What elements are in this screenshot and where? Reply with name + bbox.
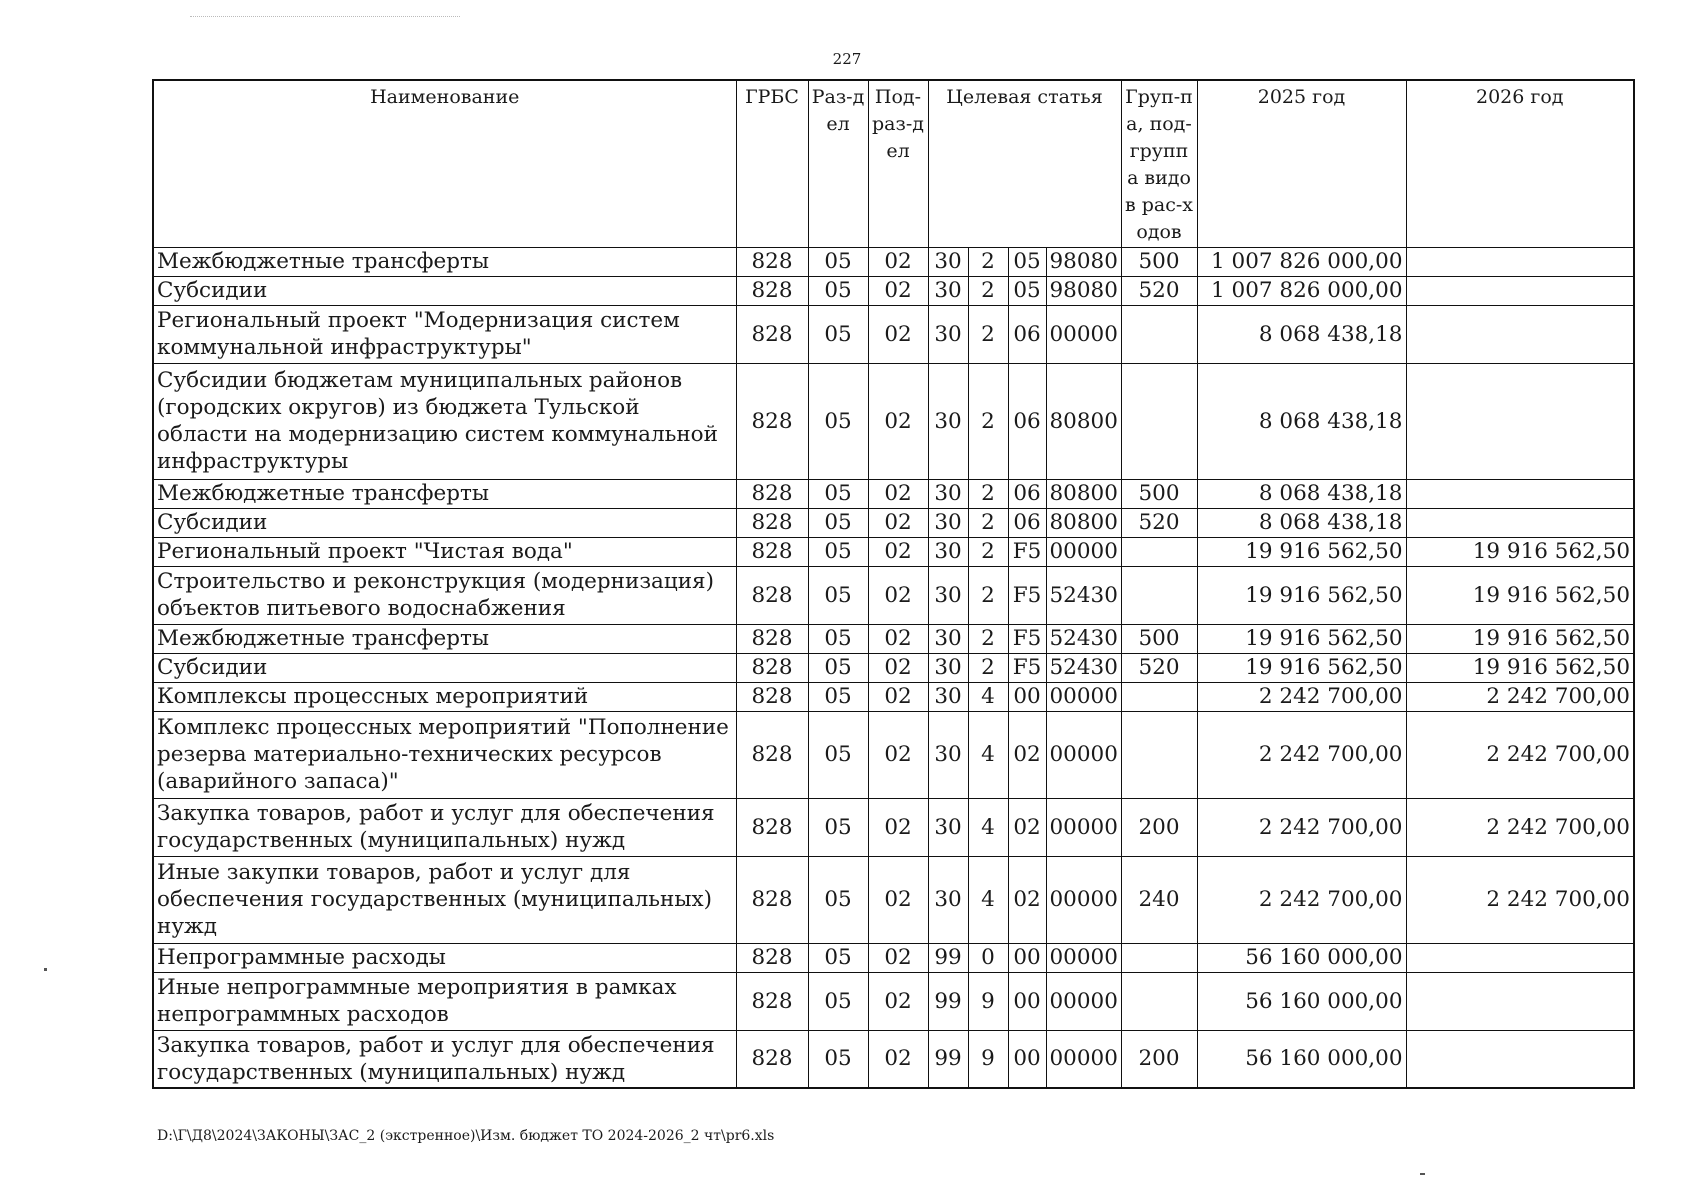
- cell-podrazdel: 02: [868, 682, 928, 711]
- cell-grbs: 828: [736, 1030, 808, 1088]
- header-2025: 2025 год: [1197, 80, 1406, 247]
- cell-name: Закупка товаров, работ и услуг для обеспечения государственных (муниципальных) нужд: [153, 798, 736, 856]
- cell-target-program: 99: [928, 943, 968, 972]
- cell-amount-2026: 19 916 562,50: [1406, 653, 1634, 682]
- cell-amount-2025: 8 068 438,18: [1197, 305, 1406, 363]
- header-razdel: Раз-дел: [808, 80, 868, 247]
- table-row: [153, 682, 1634, 711]
- cell-target-element: 05: [1008, 247, 1046, 276]
- cell-amount-2025: 1 007 826 000,00: [1197, 276, 1406, 305]
- cell-amount-2026: [1406, 508, 1634, 537]
- cell-target-element: F5: [1008, 653, 1046, 682]
- cell-grbs: 828: [736, 972, 808, 1030]
- cell-target-element: 00: [1008, 682, 1046, 711]
- cell-amount-2025: 8 068 438,18: [1197, 479, 1406, 508]
- cell-grbs: 828: [736, 798, 808, 856]
- cell-grbs: 828: [736, 682, 808, 711]
- cell-target-type: 0: [968, 943, 1008, 972]
- cell-target-direction: 00000: [1046, 537, 1121, 566]
- cell-target-program: 30: [928, 363, 968, 479]
- cell-target-direction: 00000: [1046, 856, 1121, 943]
- cell-target-direction: 52430: [1046, 566, 1121, 624]
- header-name: Наименование: [153, 80, 736, 247]
- cell-podrazdel: 02: [868, 305, 928, 363]
- cell-razdel: 05: [808, 711, 868, 798]
- cell-amount-2026: 2 242 700,00: [1406, 798, 1634, 856]
- cell-grbs: 828: [736, 247, 808, 276]
- cell-podrazdel: 02: [868, 276, 928, 305]
- header-expense-group: Груп-па, под-группа видов рас-ходов: [1121, 80, 1197, 247]
- cell-grbs: 828: [736, 624, 808, 653]
- scan-dot: [1420, 1173, 1425, 1175]
- cell-podrazdel: 02: [868, 508, 928, 537]
- cell-amount-2026: [1406, 972, 1634, 1030]
- cell-target-type: 2: [968, 305, 1008, 363]
- cell-amount-2026: 19 916 562,50: [1406, 624, 1634, 653]
- cell-amount-2025: 19 916 562,50: [1197, 653, 1406, 682]
- cell-target-direction: 00000: [1046, 798, 1121, 856]
- table-row: [153, 624, 1634, 653]
- table-header-row: [153, 80, 1634, 247]
- cell-name: Комплекс процессных мероприятий "Пополнение резерва материально-технических ресурсов (аварийного запаса)": [153, 711, 736, 798]
- cell-target-type: 4: [968, 798, 1008, 856]
- cell-target-type: 9: [968, 972, 1008, 1030]
- cell-name: Межбюджетные трансферты: [153, 247, 736, 276]
- cell-expense-group: 520: [1121, 508, 1197, 537]
- cell-target-type: 2: [968, 537, 1008, 566]
- cell-grbs: 828: [736, 711, 808, 798]
- cell-target-program: 30: [928, 653, 968, 682]
- cell-razdel: 05: [808, 624, 868, 653]
- cell-target-element: 06: [1008, 479, 1046, 508]
- cell-grbs: 828: [736, 653, 808, 682]
- cell-target-direction: 80800: [1046, 508, 1121, 537]
- cell-expense-group: 520: [1121, 276, 1197, 305]
- table-row: [153, 856, 1634, 943]
- cell-grbs: 828: [736, 856, 808, 943]
- cell-amount-2025: 8 068 438,18: [1197, 508, 1406, 537]
- cell-target-type: 2: [968, 566, 1008, 624]
- cell-target-type: 4: [968, 856, 1008, 943]
- cell-razdel: 05: [808, 479, 868, 508]
- cell-target-element: 00: [1008, 1030, 1046, 1088]
- cell-target-element: F5: [1008, 566, 1046, 624]
- cell-amount-2025: 19 916 562,50: [1197, 566, 1406, 624]
- cell-grbs: 828: [736, 508, 808, 537]
- cell-expense-group: 500: [1121, 247, 1197, 276]
- cell-podrazdel: 02: [868, 363, 928, 479]
- cell-target-element: 02: [1008, 798, 1046, 856]
- cell-razdel: 05: [808, 247, 868, 276]
- cell-target-program: 30: [928, 276, 968, 305]
- cell-target-program: 99: [928, 1030, 968, 1088]
- cell-target-program: 30: [928, 479, 968, 508]
- cell-amount-2026: 19 916 562,50: [1406, 537, 1634, 566]
- cell-target-type: 2: [968, 653, 1008, 682]
- table-row: [153, 363, 1634, 479]
- cell-target-element: 00: [1008, 943, 1046, 972]
- cell-target-direction: 00000: [1046, 972, 1121, 1030]
- cell-podrazdel: 02: [868, 798, 928, 856]
- cell-grbs: 828: [736, 566, 808, 624]
- cell-target-type: 2: [968, 479, 1008, 508]
- cell-expense-group: [1121, 305, 1197, 363]
- budget-table: [152, 79, 1635, 1089]
- cell-amount-2026: [1406, 305, 1634, 363]
- cell-target-type: 2: [968, 247, 1008, 276]
- cell-target-program: 30: [928, 682, 968, 711]
- table-row: [153, 479, 1634, 508]
- cell-podrazdel: 02: [868, 1030, 928, 1088]
- cell-amount-2025: 19 916 562,50: [1197, 624, 1406, 653]
- cell-amount-2026: 2 242 700,00: [1406, 711, 1634, 798]
- cell-target-element: 02: [1008, 711, 1046, 798]
- cell-target-type: 2: [968, 276, 1008, 305]
- table-row: [153, 653, 1634, 682]
- cell-name: Непрограммные расходы: [153, 943, 736, 972]
- cell-razdel: 05: [808, 653, 868, 682]
- header-podrazdel: Под-раз-дел: [868, 80, 928, 247]
- cell-razdel: 05: [808, 943, 868, 972]
- cell-expense-group: [1121, 363, 1197, 479]
- cell-name: Иные закупки товаров, работ и услуг для обеспечения государственных (муниципальных) нужд: [153, 856, 736, 943]
- cell-target-type: 2: [968, 363, 1008, 479]
- cell-grbs: 828: [736, 943, 808, 972]
- cell-razdel: 05: [808, 305, 868, 363]
- cell-target-type: 2: [968, 508, 1008, 537]
- cell-name: Комплексы процессных мероприятий: [153, 682, 736, 711]
- cell-podrazdel: 02: [868, 943, 928, 972]
- cell-target-direction: 52430: [1046, 624, 1121, 653]
- cell-target-element: 06: [1008, 363, 1046, 479]
- header-grbs: ГРБС: [736, 80, 808, 247]
- cell-amount-2026: [1406, 479, 1634, 508]
- cell-expense-group: [1121, 682, 1197, 711]
- cell-target-type: 2: [968, 624, 1008, 653]
- table-body: [153, 247, 1634, 1088]
- cell-podrazdel: 02: [868, 653, 928, 682]
- cell-target-element: 06: [1008, 508, 1046, 537]
- cell-target-direction: 98080: [1046, 276, 1121, 305]
- cell-target-direction: 00000: [1046, 711, 1121, 798]
- cell-amount-2025: 56 160 000,00: [1197, 1030, 1406, 1088]
- cell-name: Субсидии: [153, 508, 736, 537]
- cell-podrazdel: 02: [868, 972, 928, 1030]
- cell-podrazdel: 02: [868, 247, 928, 276]
- cell-amount-2026: [1406, 943, 1634, 972]
- cell-target-program: 30: [928, 305, 968, 363]
- cell-target-program: 30: [928, 624, 968, 653]
- cell-target-direction: 00000: [1046, 682, 1121, 711]
- cell-expense-group: [1121, 537, 1197, 566]
- cell-target-direction: 98080: [1046, 247, 1121, 276]
- cell-target-program: 30: [928, 247, 968, 276]
- table-row: [153, 508, 1634, 537]
- cell-target-program: 30: [928, 711, 968, 798]
- header-target-article: Целевая статья: [928, 80, 1121, 247]
- cell-target-program: 30: [928, 856, 968, 943]
- cell-podrazdel: 02: [868, 537, 928, 566]
- cell-target-program: 30: [928, 798, 968, 856]
- table-row: [153, 972, 1634, 1030]
- cell-razdel: 05: [808, 537, 868, 566]
- cell-amount-2026: [1406, 276, 1634, 305]
- cell-name: Межбюджетные трансферты: [153, 479, 736, 508]
- cell-razdel: 05: [808, 508, 868, 537]
- cell-name: Региональный проект "Модернизация систем коммунальной инфраструктуры": [153, 305, 736, 363]
- cell-expense-group: [1121, 566, 1197, 624]
- cell-grbs: 828: [736, 363, 808, 479]
- cell-name: Строительство и реконструкция (модернизация) объектов питьевого водоснабжения: [153, 566, 736, 624]
- cell-podrazdel: 02: [868, 624, 928, 653]
- cell-amount-2026: [1406, 363, 1634, 479]
- cell-target-direction: 00000: [1046, 943, 1121, 972]
- cell-amount-2026: [1406, 1030, 1634, 1088]
- cell-amount-2025: 56 160 000,00: [1197, 943, 1406, 972]
- table-row: [153, 798, 1634, 856]
- cell-amount-2025: 8 068 438,18: [1197, 363, 1406, 479]
- cell-razdel: 05: [808, 972, 868, 1030]
- cell-amount-2026: 2 242 700,00: [1406, 682, 1634, 711]
- cell-target-type: 9: [968, 1030, 1008, 1088]
- cell-grbs: 828: [736, 276, 808, 305]
- table-row: [153, 566, 1634, 624]
- cell-razdel: 05: [808, 682, 868, 711]
- cell-target-program: 99: [928, 972, 968, 1030]
- cell-target-element: 06: [1008, 305, 1046, 363]
- table-row: [153, 276, 1634, 305]
- cell-expense-group: 520: [1121, 653, 1197, 682]
- cell-amount-2025: 2 242 700,00: [1197, 798, 1406, 856]
- cell-name: Субсидии: [153, 653, 736, 682]
- cell-name: Субсидии: [153, 276, 736, 305]
- cell-name: Субсидии бюджетам муниципальных районов (городских округов) из бюджета Тульской области на модернизацию систем коммунальной инфраструктуры: [153, 363, 736, 479]
- footer-file-path: D:\Г\Д8\2024\ЗАКОНЫ\ЗАС_2 (экстренное)\Изм. бюджет ТО 2024-2026_2 чт\pr6.xls: [157, 1128, 775, 1144]
- cell-name: Межбюджетные трансферты: [153, 624, 736, 653]
- cell-expense-group: 200: [1121, 1030, 1197, 1088]
- cell-expense-group: 200: [1121, 798, 1197, 856]
- cell-amount-2025: 2 242 700,00: [1197, 682, 1406, 711]
- cell-amount-2025: 2 242 700,00: [1197, 711, 1406, 798]
- cell-razdel: 05: [808, 566, 868, 624]
- cell-target-type: 4: [968, 711, 1008, 798]
- cell-amount-2026: 2 242 700,00: [1406, 856, 1634, 943]
- cell-target-program: 30: [928, 537, 968, 566]
- cell-target-direction: 00000: [1046, 305, 1121, 363]
- cell-target-element: 00: [1008, 972, 1046, 1030]
- cell-expense-group: 500: [1121, 624, 1197, 653]
- cell-podrazdel: 02: [868, 711, 928, 798]
- cell-target-type: 4: [968, 682, 1008, 711]
- cell-grbs: 828: [736, 305, 808, 363]
- table-row: [153, 943, 1634, 972]
- cell-amount-2025: 19 916 562,50: [1197, 537, 1406, 566]
- cell-expense-group: 500: [1121, 479, 1197, 508]
- cell-razdel: 05: [808, 798, 868, 856]
- table-row: [153, 537, 1634, 566]
- cell-amount-2026: [1406, 247, 1634, 276]
- scan-dot: [44, 968, 47, 971]
- cell-expense-group: 240: [1121, 856, 1197, 943]
- table-row: [153, 305, 1634, 363]
- table-row: [153, 1030, 1634, 1088]
- cell-target-program: 30: [928, 508, 968, 537]
- cell-name: Региональный проект "Чистая вода": [153, 537, 736, 566]
- cell-name: Закупка товаров, работ и услуг для обеспечения государственных (муниципальных) нужд: [153, 1030, 736, 1088]
- cell-expense-group: [1121, 711, 1197, 798]
- cell-grbs: 828: [736, 537, 808, 566]
- cell-target-direction: 80800: [1046, 363, 1121, 479]
- cell-podrazdel: 02: [868, 566, 928, 624]
- cell-target-program: 30: [928, 566, 968, 624]
- cell-razdel: 05: [808, 363, 868, 479]
- cell-target-element: 05: [1008, 276, 1046, 305]
- cell-target-element: F5: [1008, 537, 1046, 566]
- cell-podrazdel: 02: [868, 856, 928, 943]
- cell-amount-2025: 1 007 826 000,00: [1197, 247, 1406, 276]
- cell-target-element: F5: [1008, 624, 1046, 653]
- cell-expense-group: [1121, 972, 1197, 1030]
- cell-target-direction: 00000: [1046, 1030, 1121, 1088]
- table-row: [153, 247, 1634, 276]
- scan-smudge: [190, 16, 460, 21]
- cell-razdel: 05: [808, 1030, 868, 1088]
- cell-target-element: 02: [1008, 856, 1046, 943]
- cell-expense-group: [1121, 943, 1197, 972]
- cell-amount-2025: 2 242 700,00: [1197, 856, 1406, 943]
- page-number: 227: [832, 50, 862, 68]
- cell-razdel: 05: [808, 856, 868, 943]
- cell-grbs: 828: [736, 479, 808, 508]
- header-2026: 2026 год: [1406, 80, 1634, 247]
- cell-target-direction: 80800: [1046, 479, 1121, 508]
- cell-target-direction: 52430: [1046, 653, 1121, 682]
- cell-podrazdel: 02: [868, 479, 928, 508]
- cell-razdel: 05: [808, 276, 868, 305]
- cell-amount-2026: 19 916 562,50: [1406, 566, 1634, 624]
- table-row: [153, 711, 1634, 798]
- cell-name: Иные непрограммные мероприятия в рамках непрограммных расходов: [153, 972, 736, 1030]
- cell-amount-2025: 56 160 000,00: [1197, 972, 1406, 1030]
